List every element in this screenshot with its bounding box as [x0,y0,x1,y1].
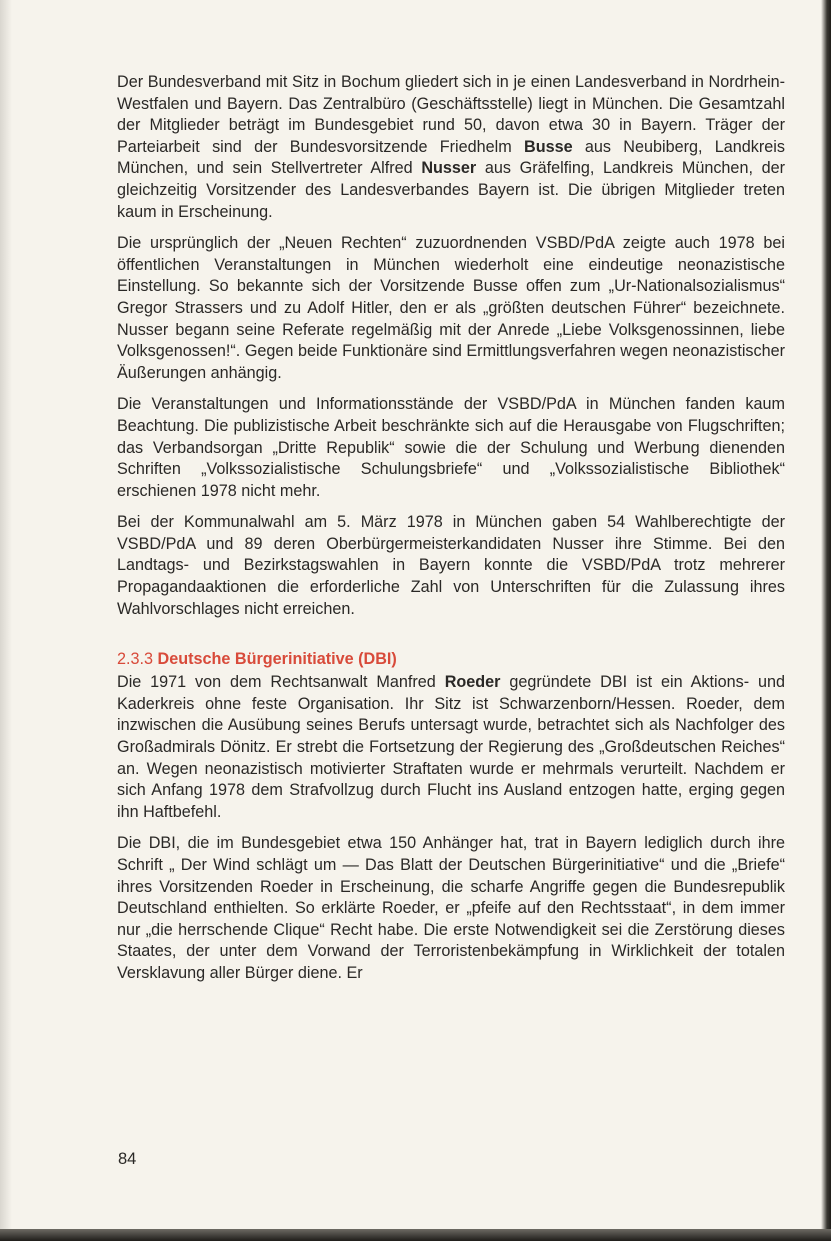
text-run: Der Bundesverband mit Sitz in Bochum gliedert sich in je einen Landesverband in Nordrhein-Westfalen und Bayern. Das Zentralbüro (Geschäftsstelle) liegt in München. Die Gesamtzahl der Mitglieder beträgt im Bundesgebiet rund 50, davon etwa 30 in Bayern. Träger der Parteiarbeit sind der Bundesvorsitzende Friedhelm [117,73,785,156]
name-busse: Busse [524,137,573,156]
text-run: gegründete DBI ist ein Aktions- und Kaderkreis ohne feste Organisation. Ihr Sitz ist Schwarzenborn/Hessen. Roeder, dem inzwischen die Ausübung seines Berufs untersagt wurde, betrachtet sich als Nachfolger des Großadmirals Dönitz. Er strebt die Fortsetzung der Regierung des „Großdeutschen Reiches“ an. Wegen neonazistisch motivierter Straftaten wurde er mehrmals verurteilt. Nachdem er sich Anfang 1978 dem Strafvollzug durch Flucht ins Ausland entzogen hatte, erging gegen ihn Haftbefehl. [117,673,785,821]
page-edge [821,0,831,1241]
text-run: aus Gräfelfing, Landkreis München, der gleichzeitig Vorsitzender des Landesverbandes Bayern ist. Die übrigen Mitglieder treten kaum in Erscheinung. [117,159,786,221]
name-nusser: Nusser [421,159,477,178]
paragraph-6: Die DBI, die im Bundesgebiet etwa 150 Anhänger hat, trat in Bayern lediglich durch ihre Schrift „ Der Wind schlägt um — Das Blatt der Deutschen Bürgerinitiative“ und die „Briefe“ ihres Vorsitzenden Roeder in Erscheinung, die scharfe Angriffe gegen die Bundesrepublik Deutschland enthielten. So erklärte Roeder, er „pfeife auf den Rechtsstaat“, in dem immer nur „die herrschende Clique“ Recht habe. Die erste Notwendigkeit sei die Zerstörung dieses Staates, der unter dem Vorwand der Terroristenbekämpfung in Wirklichkeit der totalen Versklavung aller Bürger diene. Er [117,834,785,982]
name-roeder: Roeder [444,673,501,692]
page-number: 84 [118,1150,137,1168]
body-text [117,72,785,995]
text-run: Die 1971 von dem Rechtsanwalt Manfred [117,673,445,692]
paragraph-4: Bei der Kommunalwahl am 5. März 1978 in München gaben 54 Wahlberechtigte der VSBD/PdA und 89 deren Oberbürgermeisterkandidaten Nusser ihre Stimme. Bei den Landtags- und Bezirkstagswahlen in Bayern konnte die VSBD/PdA trotz mehrerer Propagandaaktionen die erforderliche Zahl von Unterschriften für die Zulassung ihres Wahlvorschlages nicht erreichen. [117,513,785,618]
paragraph-3: Die Veranstaltungen und Informationsstände der VSBD/PdA in München fanden kaum Beachtung. Die publizistische Arbeit beschränkte sich auf die Herausgabe von Flugschriften; das Verbandsorgan „Dritte Republik“ sowie die der Schulung und Werbung dienenden Schriften „Volkssozialistische Schulungsbriefe“ und „Volkssozialistische Bibliothek“ erschienen 1978 nicht mehr. [117,395,785,500]
page-gutter-shadow [0,0,12,1241]
scan-bottom-edge [0,1229,831,1241]
text-run: aus Neubiberg, Landkreis München, und sein Stellvertreter Alfred [117,137,785,178]
paragraph-1 [117,72,785,223]
section-number: 2.3.3 [117,650,154,669]
paragraph-5 [117,672,785,823]
paragraph-2: Die ursprünglich der „Neuen Rechten“ zuzuordnenden VSBD/PdA zeigte auch 1978 bei öffentlichen Veranstaltungen in München wiederholt eine eindeutige neonazistische Einstellung. So bekannte sich der Vorsitzende Busse offen zum „Ur-Nationalsozialismus“ Gregor Strassers und zu Adolf Hitler, den er als „größten deutschen Führer“ bezeichnete. Nusser begann seine Referate regelmäßig mit der Anrede „Liebe Volksgenossinnen, liebe Volksgenossen!“. Gegen beide Funktionäre sind Ermittlungsverfahren wegen neonazistischer Äußerungen anhängig. [117,234,785,382]
section-title: Deutsche Bürgerinitiative (DBI) [157,650,397,669]
section-heading [117,648,785,670]
